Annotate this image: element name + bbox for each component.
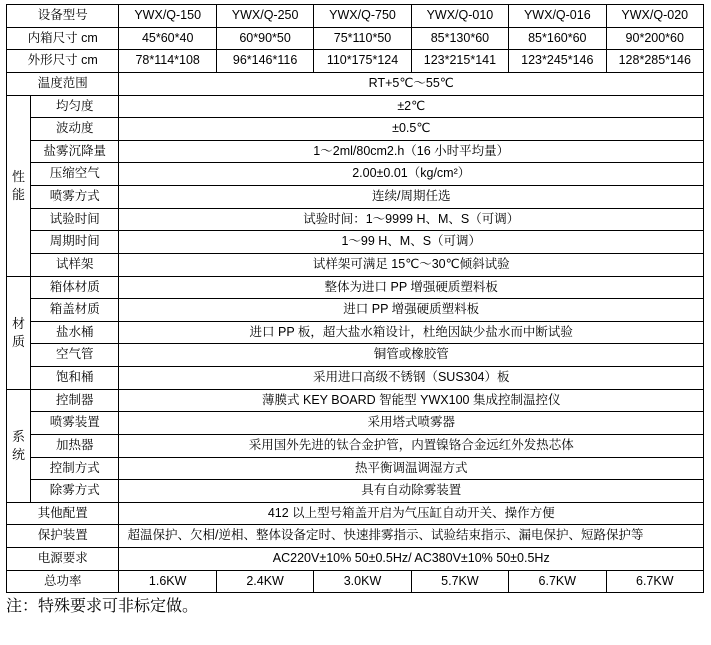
category-performance-char-1: 性 [12,168,26,184]
row-label-protection: 保护装置 [7,525,119,548]
table-row-spray-mode [7,186,704,209]
cell-heater: 采用国外先进的钛合金护管，内置镍铬合金远红外发热芯体 [119,434,704,457]
row-label-air-pipe: 空气管 [31,344,119,367]
row-label-heater: 加热器 [31,434,119,457]
row-label-inner-size: 内箱尺寸 cm [7,27,119,50]
row-label-control-mode: 控制方式 [31,457,119,480]
table-row-models [7,5,704,28]
row-label-compressed-air: 压缩空气 [31,163,119,186]
cell-spray-mode: 连续/周期任选 [119,186,704,209]
table-row-other-config [7,502,704,525]
table-row-protection [7,525,704,548]
table-row-lid-material [7,299,704,322]
row-label-salt-deposition: 盐雾沉降量 [31,140,119,163]
cell-outer-size-6: 128*285*146 [606,50,703,73]
table-row-controller [7,389,704,412]
cell-inner-size-6: 90*200*60 [606,27,703,50]
cell-model-5: YWX/Q-016 [509,5,606,28]
cell-model-3: YWX/Q-750 [314,5,411,28]
table-row-air-pipe [7,344,704,367]
category-material-char-2: 质 [12,333,26,349]
table-row-outer-size [7,50,704,73]
cell-model-6: YWX/Q-020 [606,5,703,28]
table-row-sample-rack [7,253,704,276]
cell-total-power-5: 6.7KW [509,570,606,593]
cell-outer-size-5: 123*245*146 [509,50,606,73]
cell-other-config: 412 以上型号箱盖开启为气压缸自动开关、操作方便 [119,502,704,525]
row-label-test-time: 试验时间 [31,208,119,231]
row-label-defog-mode: 除雾方式 [31,480,119,503]
cell-inner-size-2: 60*90*50 [216,27,313,50]
cell-inner-size-5: 85*160*60 [509,27,606,50]
row-label-cycle-time: 周期时间 [31,231,119,254]
row-label-lid-material: 箱盖材质 [31,299,119,322]
table-row-saturation-tank [7,367,704,390]
row-label-uniformity: 均匀度 [31,95,119,118]
cell-inner-size-1: 45*60*40 [119,27,216,50]
category-performance [7,95,31,276]
row-label-controller: 控制器 [31,389,119,412]
cell-protection: 超温保护、欠相/逆相、整体设备定时、快速排雾指示、试验结束指示、漏电保护、短路保护等 [119,525,704,548]
table-row-inner-size [7,27,704,50]
cell-compressed-air: 2.00±0.01（kg/cm²） [119,163,704,186]
cell-total-power-4: 5.7KW [411,570,508,593]
category-material [7,276,31,389]
table-row-total-power [7,570,704,593]
table-row-fluctuation [7,118,704,141]
cell-salt-deposition: 1～2ml/80cm2.h（16 小时平均量） [119,140,704,163]
cell-spray-device: 采用塔式喷雾器 [119,412,704,435]
table-row-uniformity [7,95,704,118]
table-row-control-mode [7,457,704,480]
cell-outer-size-3: 110*175*124 [314,50,411,73]
cell-sample-rack: 试样架可满足 15℃～30℃倾斜试验 [119,253,704,276]
cell-power-req: AC220V±10% 50±0.5Hz/ AC380V±10% 50±0.5Hz [119,548,704,571]
category-system-char-1: 系 [12,429,26,445]
row-label-spray-device: 喷雾装置 [31,412,119,435]
cell-total-power-2: 2.4KW [216,570,313,593]
cell-box-material: 整体为进口 PP 增强硬质塑料板 [119,276,704,299]
cell-control-mode: 热平衡调温调湿方式 [119,457,704,480]
cell-temp-range: RT+5℃～55℃ [119,72,704,95]
row-label-spray-mode: 喷雾方式 [31,186,119,209]
specification-table [6,4,704,593]
row-label-temp-range: 温度范围 [7,72,119,95]
cell-total-power-3: 3.0KW [314,570,411,593]
row-label-total-power: 总功率 [7,570,119,593]
cell-saturation-tank: 采用进口高级不锈钢（SUS304）板 [119,367,704,390]
table-row-salt-deposition [7,140,704,163]
cell-model-1: YWX/Q-150 [119,5,216,28]
cell-brine-tank: 进口 PP 板，超大盐水箱设计，杜绝因缺少盐水而中断试验 [119,321,704,344]
table-row-temp-range [7,72,704,95]
row-label-brine-tank: 盐水桶 [31,321,119,344]
cell-model-4: YWX/Q-010 [411,5,508,28]
row-label-outer-size: 外形尺寸 cm [7,50,119,73]
cell-cycle-time: 1～99 H、M、S（可调） [119,231,704,254]
table-row-box-material [7,276,704,299]
cell-inner-size-3: 75*110*50 [314,27,411,50]
cell-test-time: 试验时间：1～9999 H、M、S（可调） [119,208,704,231]
row-label-sample-rack: 试样架 [31,253,119,276]
footer-note: 注：特殊要求可非标定做。 [6,598,199,616]
cell-lid-material: 进口 PP 增强硬质塑料板 [119,299,704,322]
cell-outer-size-4: 123*215*141 [411,50,508,73]
row-label-power-req: 电源要求 [7,548,119,571]
table-row-defog-mode [7,480,704,503]
table-row-power-req [7,548,704,571]
cell-model-2: YWX/Q-250 [216,5,313,28]
table-row-compressed-air [7,163,704,186]
cell-total-power-1: 1.6KW [119,570,216,593]
cell-outer-size-2: 96*146*116 [216,50,313,73]
category-performance-char-2: 能 [12,186,26,202]
cell-air-pipe: 铜管或橡胶管 [119,344,704,367]
row-label-model: 设备型号 [7,5,119,28]
row-label-fluctuation: 波动度 [31,118,119,141]
category-system-char-2: 统 [12,446,26,462]
cell-inner-size-4: 85*130*60 [411,27,508,50]
row-label-other-config: 其他配置 [7,502,119,525]
table-row-heater [7,434,704,457]
cell-total-power-6: 6.7KW [606,570,703,593]
row-label-box-material: 箱体材质 [31,276,119,299]
row-label-saturation-tank: 饱和桶 [31,367,119,390]
cell-outer-size-1: 78*114*108 [119,50,216,73]
table-row-spray-device [7,412,704,435]
table-row-brine-tank [7,321,704,344]
cell-fluctuation: ±0.5℃ [119,118,704,141]
cell-uniformity: ±2℃ [119,95,704,118]
table-row-cycle-time [7,231,704,254]
cell-defog-mode: 具有自动除雾装置 [119,480,704,503]
table-row-test-time [7,208,704,231]
category-system [7,389,31,502]
category-material-char-1: 材 [12,316,26,332]
cell-controller: 薄膜式 KEY BOARD 智能型 YWX100 集成控制温控仪 [119,389,704,412]
